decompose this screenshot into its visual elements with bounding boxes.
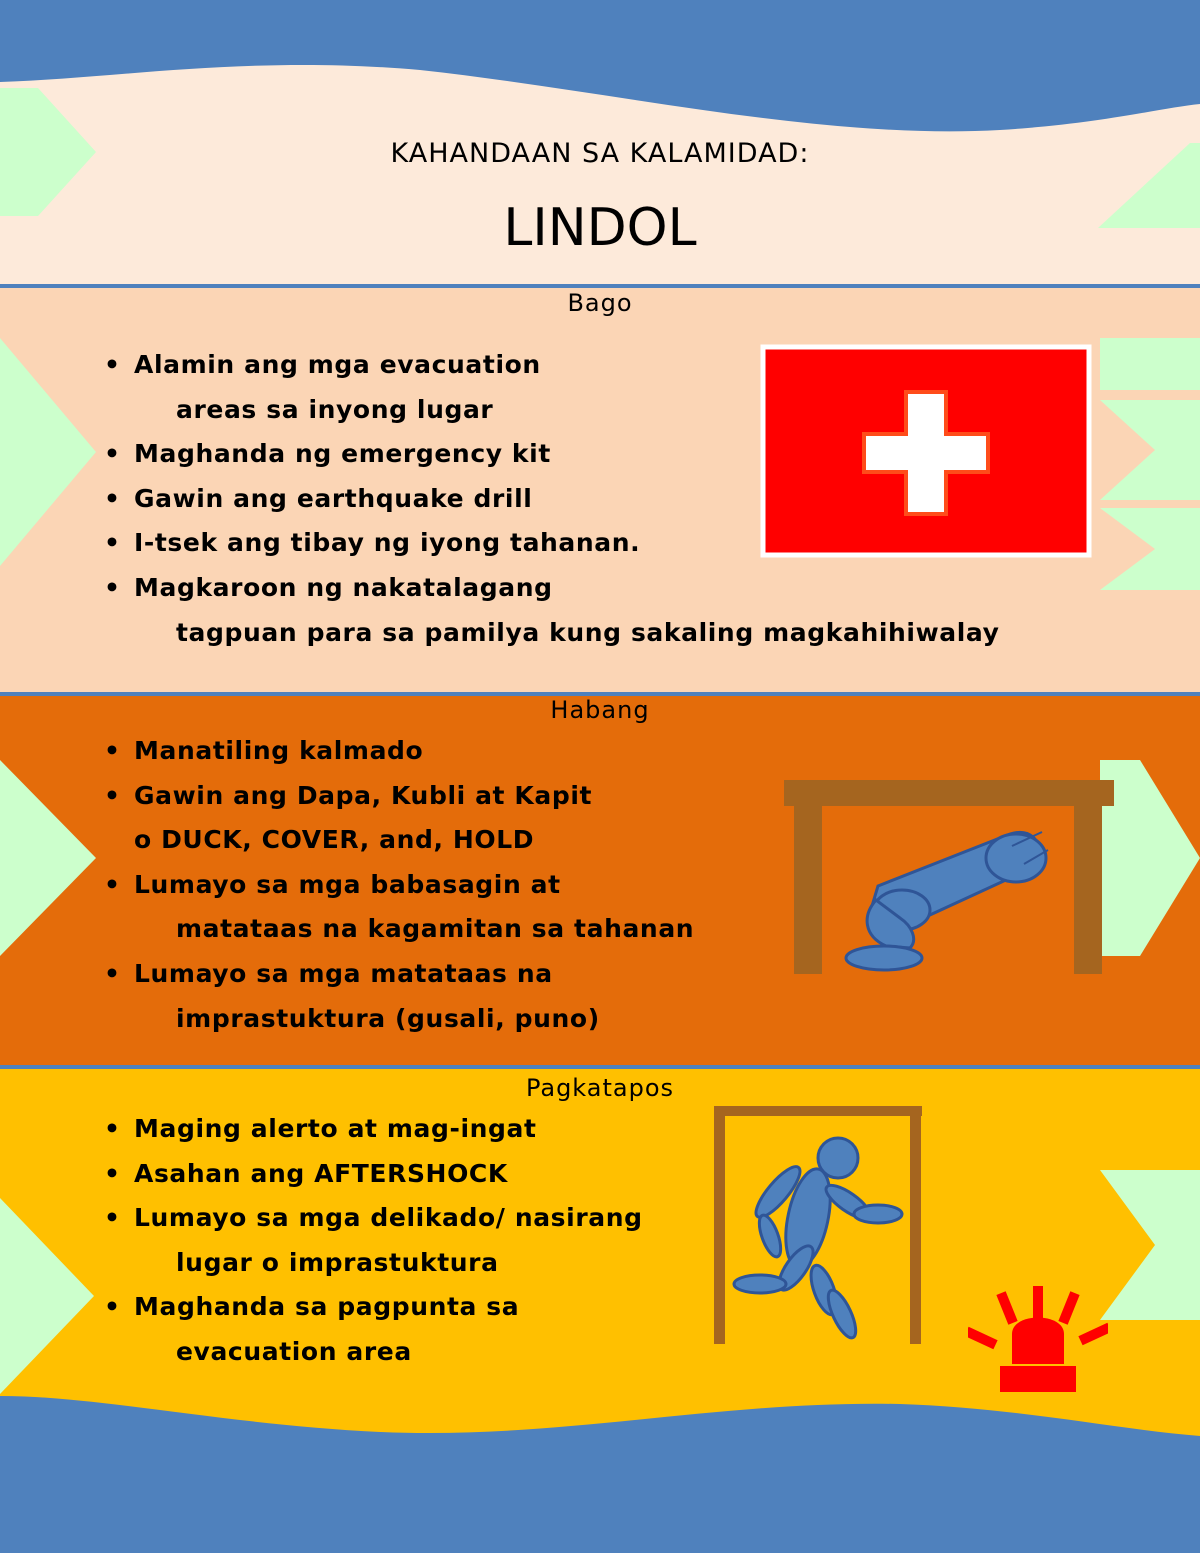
section-heading-pagkatapos: Pagkatapos: [525, 1074, 675, 1102]
list-item-continuation: o DUCK, COVER, and, HOLD: [134, 825, 535, 855]
list-item: • Gawin ang earthquake drill: [104, 480, 1000, 525]
list-item-continuation: tagpuan para sa pamilya kung sakaling magkahihiwalay: [176, 617, 1000, 647]
list-item: • Lumayo sa mga matataas na: [104, 955, 694, 1000]
list-item: • Asahan ang AFTERSHOCK: [104, 1155, 643, 1200]
list-item: • Manatiling kalmado: [104, 732, 694, 777]
list-item: • Alamin ang mga evacuation: [104, 346, 1000, 391]
list-item: • Maging alerto at mag-ingat: [104, 1110, 643, 1155]
poster-subtitle: KAHANDAAN SA KALAMIDAD:: [390, 138, 810, 169]
poster-title: LINDOL: [503, 198, 697, 258]
section-heading-habang: Habang: [550, 696, 650, 724]
running-person-icon: [712, 1104, 928, 1348]
arrow-right-bago-1: [1100, 338, 1200, 390]
list-item: • I-tsek ang tibay ng iyong tahanan.: [104, 524, 1000, 569]
list-habang: [104, 732, 694, 1044]
list-item: • Magkaroon ng nakatalagang: [104, 569, 1000, 614]
list-pagkatapos: [104, 1110, 643, 1378]
list-item-continuation: evacuation area: [176, 1336, 412, 1366]
first-aid-cross-icon: [760, 344, 1092, 558]
list-item: • Maghanda ng emergency kit: [104, 435, 1000, 480]
section-heading-bago: Bago: [567, 289, 633, 317]
list-item-continuation: matataas na kagamitan sa tahanan: [176, 914, 695, 944]
list-item-continuation: areas sa inyong lugar: [176, 394, 494, 424]
list-item: • Lumayo sa mga babasagin at: [104, 866, 694, 911]
list-item: • Lumayo sa mga delikado/ nasirang: [104, 1199, 643, 1244]
list-item: • Gawin ang Dapa, Kubli at Kapit: [104, 777, 694, 822]
list-item-continuation: lugar o imprastuktura: [176, 1247, 499, 1277]
siren-alarm-icon: [968, 1282, 1108, 1394]
list-item: • Maghanda sa pagpunta sa: [104, 1288, 643, 1333]
duck-under-table-icon: [780, 776, 1120, 980]
list-item-continuation: imprastuktura (gusali, puno): [176, 1003, 600, 1033]
